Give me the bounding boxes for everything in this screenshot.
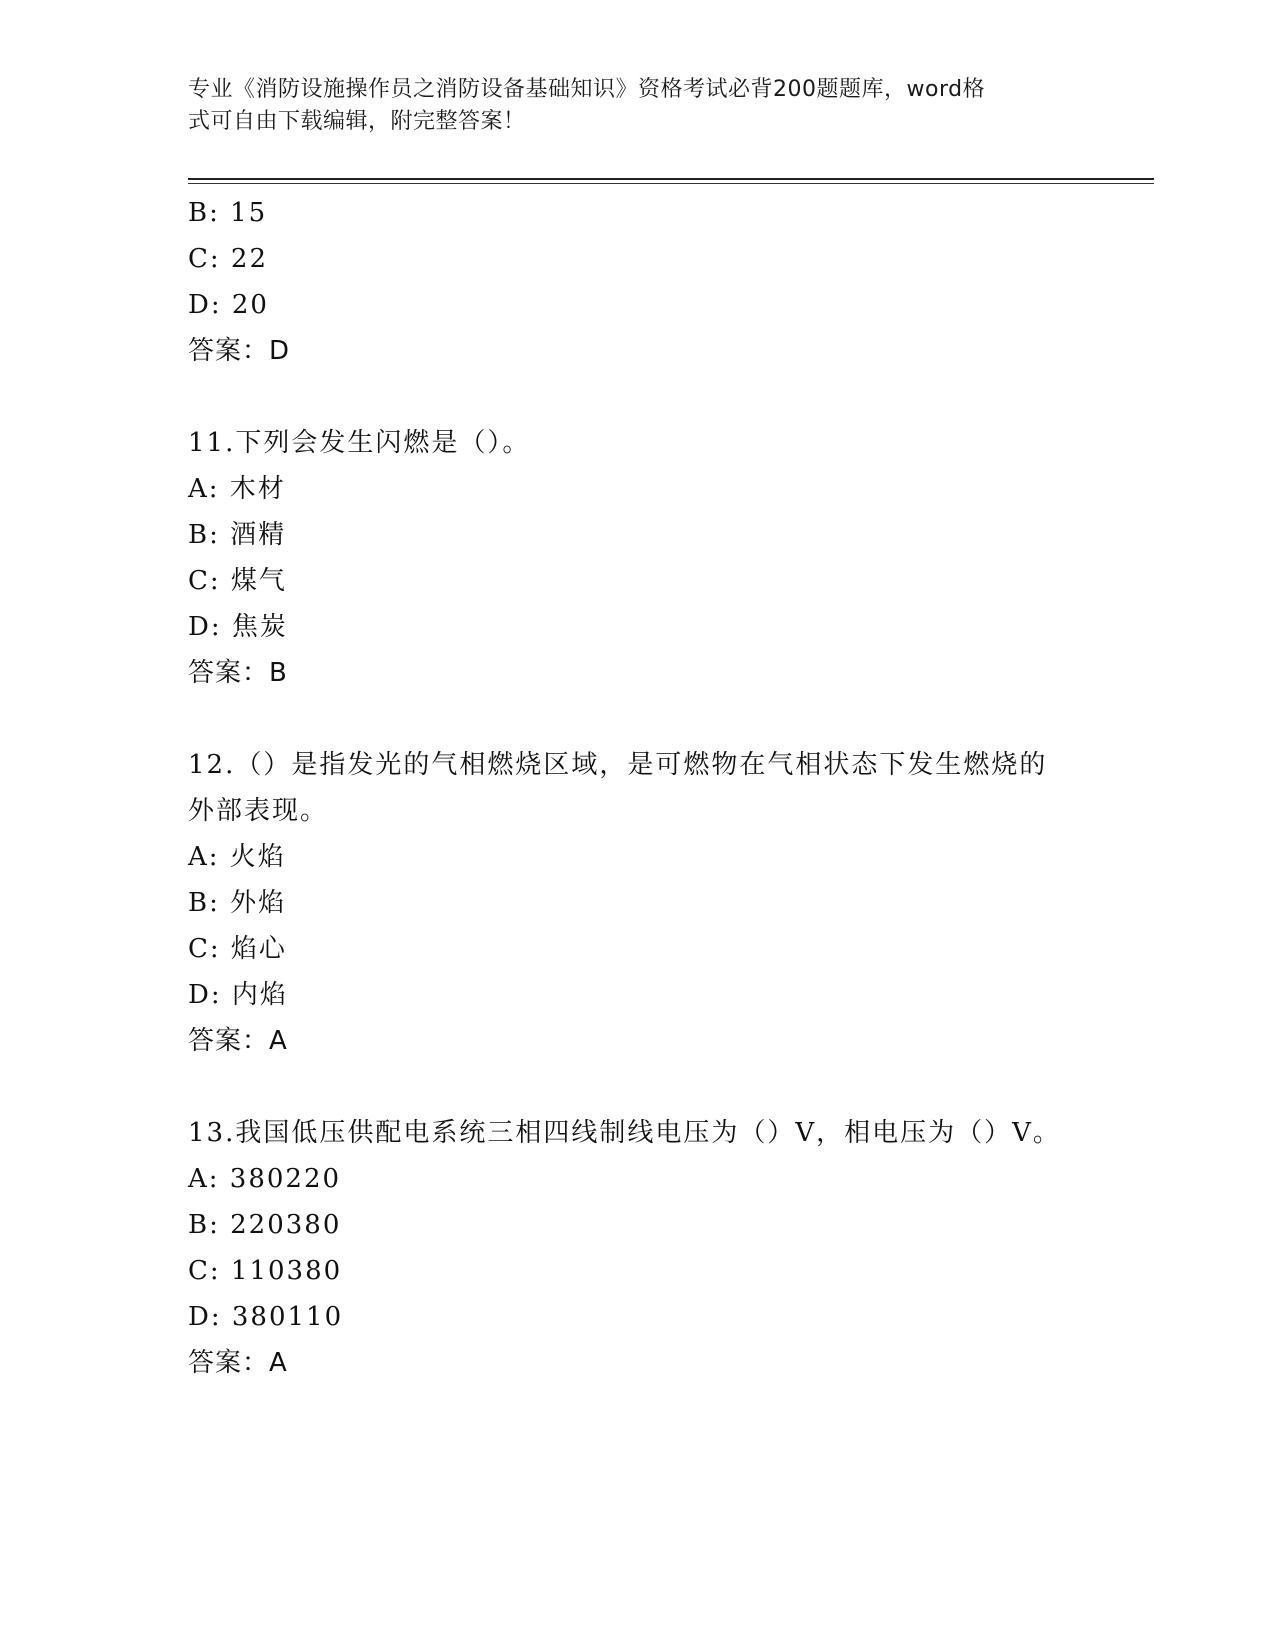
option-b: B: 酒精: [188, 520, 287, 550]
question-10-continued: [188, 190, 1088, 374]
question-11: [188, 420, 1088, 696]
option-d: D: 焦炭: [188, 612, 288, 642]
question-12: [188, 742, 1088, 1064]
option-a: A: 火焰: [188, 842, 286, 872]
option-c: C: 110380: [188, 1256, 343, 1286]
question-content: [188, 190, 1088, 1386]
option-c: C: 22: [188, 244, 269, 274]
question-stem-line-2: 外部表现。: [188, 796, 329, 826]
header-divider-thick: [188, 178, 1154, 180]
question-13: [188, 1110, 1088, 1386]
option-c: C: 焰心: [188, 934, 287, 964]
option-d: D: 内焰: [188, 980, 288, 1010]
answer-line: 答案：A: [188, 1348, 288, 1378]
spacer: [188, 374, 1088, 420]
option-a: A: 380220: [188, 1164, 342, 1194]
answer-line: 答案：A: [188, 1026, 288, 1056]
spacer: [188, 696, 1088, 742]
header-line-1: 专业《消防设施操作员之消防设备基础知识》资格考试必背200题题库，word格: [188, 77, 986, 102]
document-header: [188, 74, 1068, 138]
option-b: B: 220380: [188, 1210, 342, 1240]
option-a: A: 木材: [188, 474, 286, 504]
spacer: [188, 1064, 1088, 1110]
answer-line: 答案：D: [188, 336, 291, 366]
option-c: C: 煤气: [188, 566, 287, 596]
question-stem: 11.下列会发生闪燃是（）。: [188, 428, 531, 458]
header-line-2: 式可自由下载编辑，附完整答案！: [188, 109, 526, 134]
option-b: B: 外焰: [188, 888, 287, 918]
option-b: B: 15: [188, 198, 268, 228]
question-stem-line-1: 12.（）是指发光的气相燃烧区域，是可燃物在气相状态下发生燃烧的: [188, 750, 1048, 780]
question-stem: 13.我国低压供配电系统三相四线制线电压为（）V，相电压为（）V。: [188, 1118, 1061, 1148]
option-d: D: 380110: [188, 1302, 344, 1332]
answer-line: 答案：B: [188, 658, 288, 688]
header-divider-thin: [188, 183, 1154, 184]
option-d: D: 20: [188, 290, 269, 320]
